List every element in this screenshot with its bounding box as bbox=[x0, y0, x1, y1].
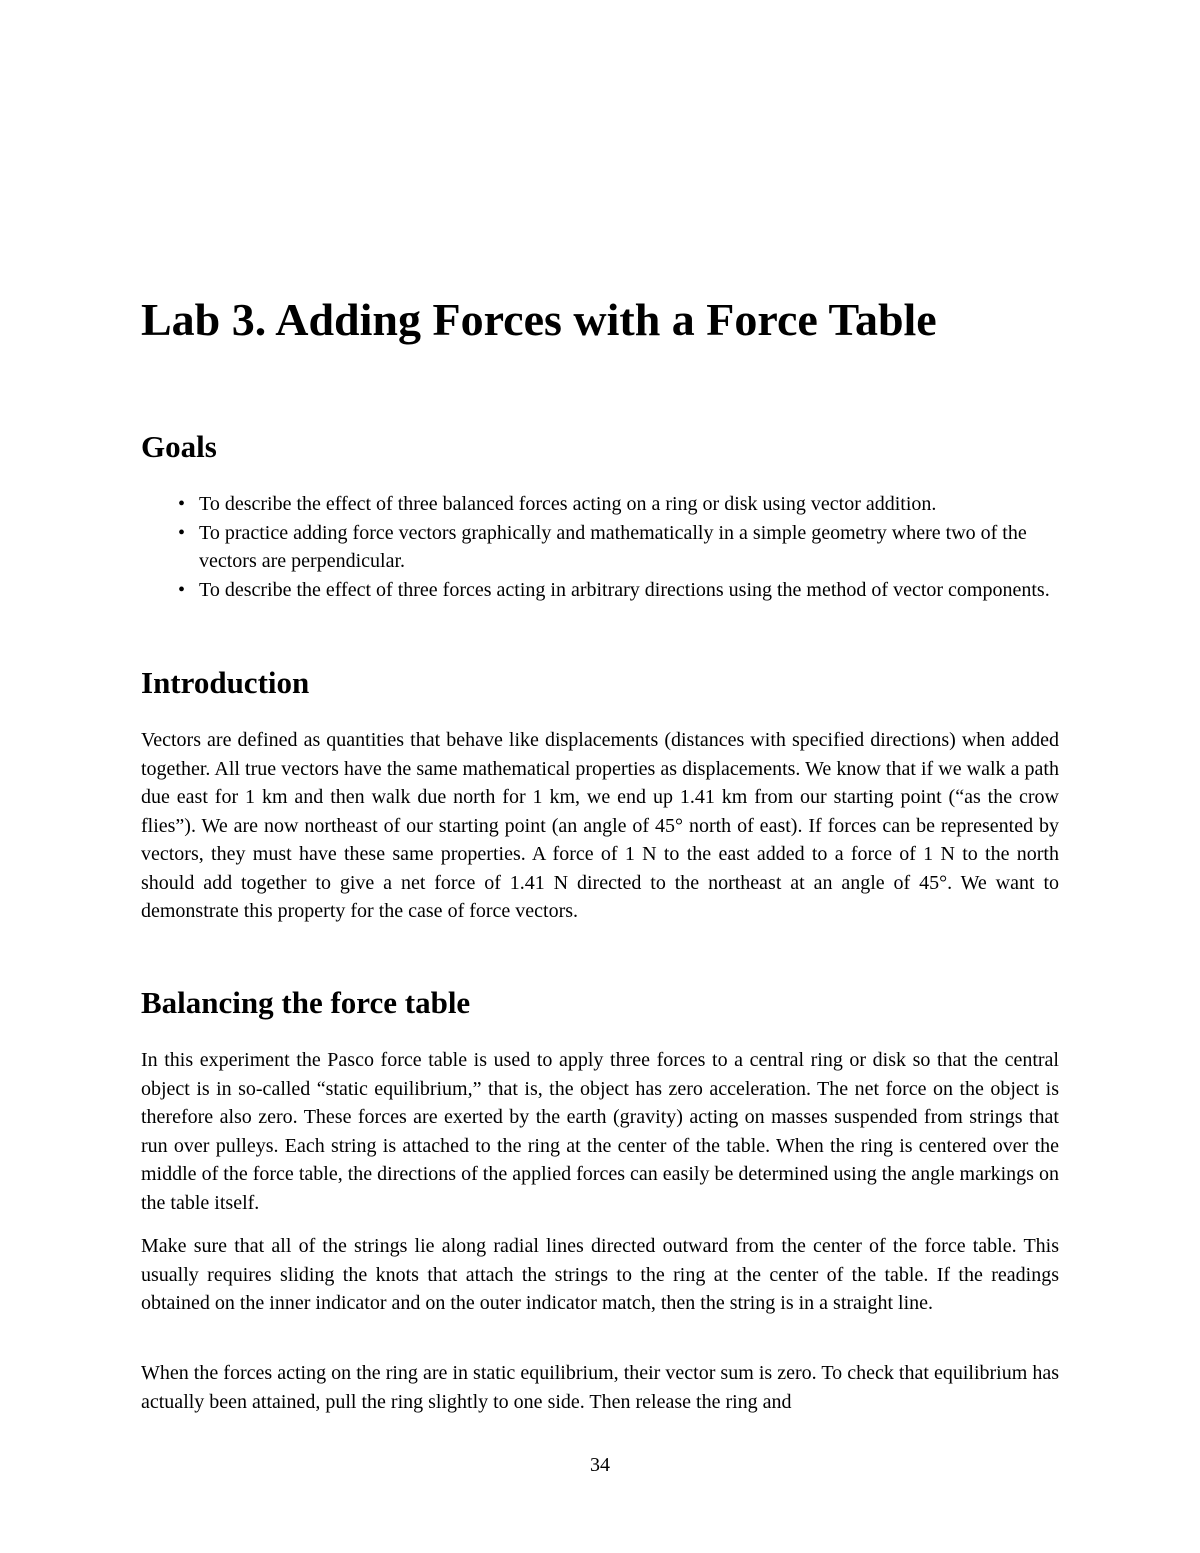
goals-heading: Goals bbox=[141, 429, 217, 464]
goals-list bbox=[178, 490, 1058, 604]
balancing-paragraph: When the forces acting on the ring are in static equilibrium, their vector sum is zero. To check that equilibrium has actually been attained, pull the ring slightly to one side. Then release the ring and bbox=[141, 1362, 1059, 1413]
goal-item bbox=[178, 519, 1058, 576]
introduction-heading: Introduction bbox=[141, 665, 310, 700]
chapter-title: Lab 3. Adding Forces with a Force Table bbox=[141, 294, 937, 345]
goal-item-text: To practice adding force vectors graphically and mathematically in a simple geometry where two of the vectors are perpendicular. bbox=[199, 521, 1027, 572]
goal-item-text: To describe the effect of three forces acting in arbitrary directions using the method of vector components. bbox=[199, 578, 1050, 601]
balancing-heading: Balancing the force table bbox=[141, 985, 471, 1020]
page-number: 34 bbox=[590, 1454, 610, 1476]
balancing-paragraph: Make sure that all of the strings lie along radial lines directed outward from the center of the force table. This usually requires sliding the knots that attach the strings to the ring at the center of the table. If the readings obtained on the inner indicator and on the outer indicator match, then the string is in a straight line. bbox=[141, 1235, 1059, 1314]
balancing-paragraph: In this experiment the Pasco force table is used to apply three forces to a central ring or disk so that the central object is in so-called “static equilibrium,” that is, the object has zero acceleration. The net force on the object is therefore also zero. These forces are exerted by the earth (gravity) acting on masses suspended from strings that run over pulleys. Each string is attached to the ring at the center of the table. When the ring is centered over the middle of the force table, the directions of the applied forces can easily be determined using the angle markings on the table itself. bbox=[141, 1049, 1059, 1214]
bullet-icon: • bbox=[178, 578, 186, 601]
goal-item bbox=[178, 576, 1058, 605]
goal-item bbox=[178, 490, 1058, 519]
bullet-icon: • bbox=[178, 493, 186, 515]
introduction-paragraph: Vectors are defined as quantities that behave like displacements (distances with specified directions) when added together. All true vectors have the same mathematical properties as displacements. We know that if we walk a path due east for 1 km and then walk due north for 1 km, we end up 1.41 km from our starting point (“as the crow flies”). We are now northeast of our starting point (an angle of 45° north of east). If forces can be represented by vectors, they must have these same properties. A force of 1 N to the east added to a force of 1 N to the north should add together to give a net force of 1.41 N directed to the northeast at an angle of 45°. We want to demonstrate this property for the case of force vectors. bbox=[141, 729, 1059, 922]
goal-item-text: To describe the effect of three balanced forces acting on a ring or disk using vector addition. bbox=[199, 493, 937, 515]
bullet-icon: • bbox=[178, 521, 186, 544]
